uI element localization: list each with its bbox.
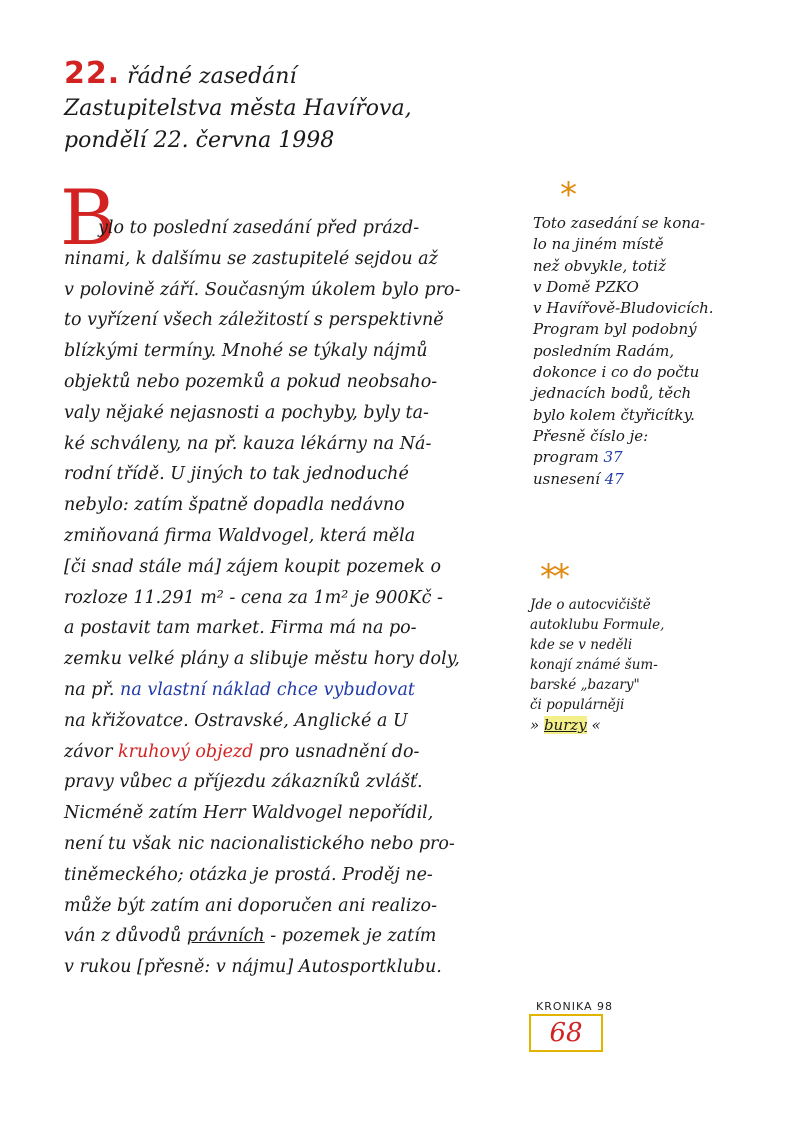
main-text <box>64 213 524 983</box>
main-line <box>64 737 524 768</box>
main-line: zmiňovaná firma Waldvogel, která měla <box>64 525 416 546</box>
note-line <box>533 447 768 468</box>
heading-line-1-text: řádné zasedání <box>127 64 297 89</box>
note-line <box>533 469 768 490</box>
main-line: na křižovatce. Ostravské, Anglické a U <box>64 710 408 731</box>
main-line: [či snad stále má] zájem koupit pozemek o <box>64 556 441 577</box>
main-line: v rukou [přesně: v nájmu] Autosportklubu. <box>64 957 442 978</box>
note-line: či populárněji <box>530 697 625 713</box>
heading-line-2: Zastupitelstva města Havířova, <box>64 96 412 121</box>
heading-line-3: pondělí 22. června 1998 <box>64 128 335 153</box>
note-line: dokonce i co do počtu <box>533 363 700 382</box>
note-line: Toto zasedání se kona- <box>533 214 706 232</box>
main-line: to vyřízení všech záležitostí s perspektivně <box>64 310 444 331</box>
note-line: Přesně číslo je: <box>533 426 649 445</box>
main-line: není tu však nic nacionalistického nebo pro- <box>64 833 455 854</box>
note-line: bylo kolem čtyřicítky. <box>533 405 695 424</box>
note-line-part: usnesení <box>533 469 605 488</box>
side-note-1 <box>533 213 768 490</box>
main-line: nebylo: zatím špatně dopadla nedávno <box>64 495 405 516</box>
main-line: může být zatím ani doporučen ani realizo- <box>64 895 437 916</box>
note-line: Program byl podobný <box>533 320 697 339</box>
note-line: autoklubu Formule, <box>530 617 665 633</box>
note-line-part: program <box>533 448 604 467</box>
main-line: zemku velké plány a slibuje městu hory doly, <box>64 649 460 670</box>
side-note-2 <box>530 595 765 735</box>
main-line-part: ván z důvodů <box>64 926 187 947</box>
program-count: 37 <box>603 448 623 467</box>
main-line: blízkými termíny. Mnohé se týkaly nájmů <box>64 341 428 362</box>
main-line <box>64 921 524 952</box>
page-heading <box>64 58 504 157</box>
session-number: 22. <box>64 56 121 91</box>
blue-ink-text: na vlastní náklad chce vybudovat <box>120 679 415 700</box>
main-line: ké schváleny, na př. kauza lékárny na Ná- <box>64 433 432 454</box>
note-line: lo na jiném místě <box>533 235 664 254</box>
note-line: jednacích bodů, těch <box>533 384 692 403</box>
asterisk-icon: * <box>560 175 573 215</box>
main-line: tiněmeckého; otázka je prostá. Proděj ne- <box>64 864 433 885</box>
main-line: rozloze 11.291 m² - cena za 1m² je 900Kč - <box>64 587 443 608</box>
note-line: v Havířově-Bludovicích. <box>533 299 714 318</box>
note-line <box>530 715 765 735</box>
main-line: Nicméně zatím Herr Waldvogel nepořídil, <box>64 803 434 824</box>
highlighted-text: burzy <box>543 716 587 734</box>
note-line: kde se v neděli <box>530 637 633 653</box>
main-line: pravy vůbec a příjezdu zákazníků zvlášť. <box>64 772 423 793</box>
note-line: barské „bazary" <box>530 677 640 693</box>
underlined-text: právních <box>186 926 265 947</box>
double-asterisk-icon: ** <box>540 557 566 597</box>
main-line-part: závor <box>64 741 119 762</box>
main-line: valy nějaké nejasnosti a pochyby, byly ta- <box>64 402 429 423</box>
main-line: ylo to poslední zasedání před prázd- <box>98 218 420 238</box>
main-line-part: pro usnadnění do- <box>253 741 420 762</box>
note-line: konají známé šum- <box>530 657 658 673</box>
main-line: rodní třídě. U jiných to tak jednoduché <box>64 464 409 485</box>
main-line: ninami, k dalšímu se zastupitelé sejdou až <box>64 248 438 269</box>
red-ink-text: kruhový objezd <box>118 741 254 762</box>
chronicle-label: KRONIKA 98 <box>536 1000 614 1013</box>
main-line-part: - pozemek je zatím <box>264 926 437 947</box>
note-line: než obvykle, totiž <box>533 256 666 275</box>
note-line: Jde o autocvičiště <box>530 597 651 613</box>
drop-cap: B <box>60 173 116 262</box>
main-line: a postavit tam market. Firma má na po- <box>64 618 417 639</box>
resolution-count: 47 <box>604 469 624 488</box>
heading-line-1 <box>64 58 504 93</box>
main-line <box>64 675 524 706</box>
note-line: v Domě PZKO <box>533 277 639 296</box>
note-line-part: » <box>530 716 544 734</box>
note-line: posledním Radám, <box>533 341 675 360</box>
main-line: objektů nebo pozemků a pokud neobsaho- <box>64 371 438 392</box>
page-number: 68 <box>529 1014 603 1052</box>
main-line: v polovině září. Současným úkolem bylo pro- <box>64 279 461 300</box>
note-line-part: « <box>586 716 601 734</box>
main-line-part: na př. <box>64 679 121 700</box>
